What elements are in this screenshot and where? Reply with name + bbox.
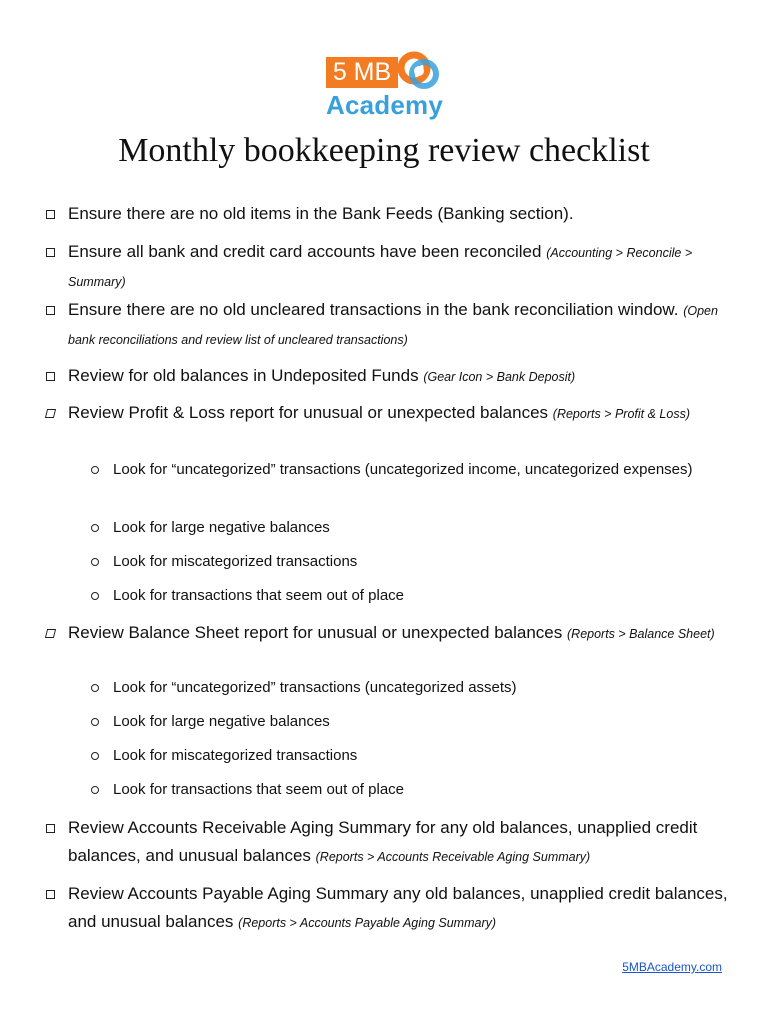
menu-path-note: (Reports > Accounts Payable Aging Summary) xyxy=(238,916,497,930)
checklist-item: Ensure there are no old uncleared transactions in the bank reconciliation window. (Open bank reconciliations and review list of uncleared transactions) xyxy=(68,300,718,347)
checklist-item: Review for old balances in Undeposited Funds (Gear Icon > Bank Deposit) xyxy=(68,366,576,385)
checkbox[interactable] xyxy=(46,306,55,315)
footer-website-link[interactable]: 5MBAcademy.com xyxy=(622,960,722,974)
logo-swirl-icon xyxy=(394,50,442,94)
menu-path-note: (Accounting > Reconcile > Summary) xyxy=(68,246,693,289)
sub-bullet xyxy=(91,524,99,532)
page-title: Monthly bookkeeping review checklist xyxy=(118,132,650,169)
checklist-item: Review Accounts Receivable Aging Summary for any old balances, unapplied credit balances, and unusual balances (Reports > Accounts Receivable Aging Summary) xyxy=(68,818,698,865)
logo-wordmark: 5 MB xyxy=(326,57,398,88)
checkbox[interactable] xyxy=(46,824,55,833)
sub-item: Look for “uncategorized” transactions (uncategorized assets) xyxy=(113,679,517,696)
sub-bullet xyxy=(91,718,99,726)
sub-bullet xyxy=(91,752,99,760)
checklist-item: Review Profit & Loss report for unusual or unexpected balances (Reports > Profit & Loss) xyxy=(68,403,690,422)
checklist-item: Ensure all bank and credit card accounts have been reconciled (Accounting > Reconcile > Summary) xyxy=(68,242,693,289)
logo-academy-text: Academy xyxy=(326,90,444,120)
menu-path-note: (Reports > Profit & Loss) xyxy=(552,407,690,421)
sub-bullet xyxy=(91,592,99,600)
checkbox[interactable] xyxy=(46,248,55,257)
sub-bullet xyxy=(91,558,99,566)
sub-item: Look for large negative balances xyxy=(113,713,330,730)
logo xyxy=(326,50,446,126)
checkbox[interactable] xyxy=(46,372,55,381)
sub-item: Look for miscategorized transactions xyxy=(113,747,358,764)
checklist-item: Review Balance Sheet report for unusual or unexpected balances (Reports > Balance Sheet) xyxy=(68,623,715,642)
sub-item: Look for transactions that seem out of place xyxy=(113,587,404,604)
sub-bullet xyxy=(91,684,99,692)
sub-item: Look for miscategorized transactions xyxy=(113,553,358,570)
checkbox[interactable] xyxy=(46,890,55,899)
menu-path-note: (Gear Icon > Bank Deposit) xyxy=(423,370,576,384)
sub-item: Look for transactions that seem out of place xyxy=(113,781,404,798)
sub-item: Look for “uncategorized” transactions (uncategorized income, uncategorized expenses) xyxy=(113,461,693,478)
menu-path-note: (Reports > Accounts Receivable Aging Summary) xyxy=(315,850,591,864)
checklist-item: Ensure there are no old items in the Bank Feeds (Banking section). xyxy=(68,204,574,223)
sub-bullet xyxy=(91,786,99,794)
checklist-item: Review Accounts Payable Aging Summary any old balances, unapplied credit balances, and unusual balances (Reports > Accounts Payable Aging Summary) xyxy=(68,884,728,931)
menu-path-note: (Open bank reconciliations and review list of uncleared transactions) xyxy=(68,304,718,347)
checkbox[interactable] xyxy=(45,629,56,638)
menu-path-note: (Reports > Balance Sheet) xyxy=(567,627,715,641)
checkbox[interactable] xyxy=(45,409,56,418)
sub-bullet xyxy=(91,466,99,474)
sub-item: Look for large negative balances xyxy=(113,519,330,536)
checkbox[interactable] xyxy=(46,210,55,219)
